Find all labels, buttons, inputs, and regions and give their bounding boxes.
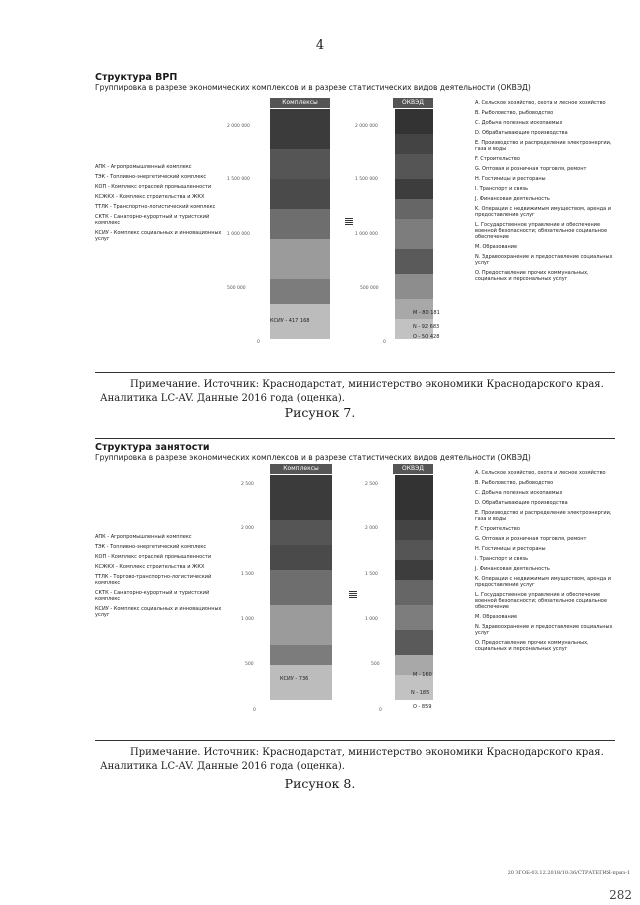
figure-7-tick-left: 500 000 <box>227 286 246 291</box>
figure-8-tick-left: 2 000 <box>241 526 254 531</box>
legend-item: ТТЛК - Транспортно-логистический комплекс <box>95 204 216 210</box>
figure-8-note <box>100 746 620 774</box>
figure-7-tick-right: 0 <box>383 340 386 345</box>
figure-8-tick-left: 0 <box>253 708 256 713</box>
figure-8-right-legend <box>475 470 615 656</box>
figure-7-caption: Рисунок 7. <box>284 405 356 420</box>
legend-item: O. Предоставление прочих коммунальных, социальных и персональных услуг <box>475 640 589 652</box>
figure-8-bar-label-left: КСИУ - 736 <box>280 676 309 682</box>
figure-8-caption: Рисунок 8. <box>284 776 356 791</box>
figure-8-note-text: Примечание. Источник: Краснодарстат, министерство экономики Краснодарского края. Аналитика LC-AV. Данные 2016 года (оценка). <box>100 747 604 772</box>
legend-item: G. Оптовая и розничная торговля, ремонт <box>475 536 587 542</box>
legend-item: H. Гостиницы и рестораны <box>475 176 546 182</box>
figure-7-tick-right: 500 000 <box>360 286 379 291</box>
figure-7-bar-complexes <box>270 109 330 339</box>
legend-item: D. Обрабатывающие производства <box>475 500 568 506</box>
figure-7-bottom-rule <box>95 372 615 373</box>
legend-item: D. Обрабатывающие производства <box>475 130 568 136</box>
legend-item: ТЭК - Топливно-энергетический комплекс <box>95 544 207 550</box>
figure-8-bottom-rule <box>95 740 615 741</box>
legend-item: F. Строительство <box>475 156 520 162</box>
legend-item: F. Строительство <box>475 526 520 532</box>
legend-item: ТЭК - Топливно-энергетический комплекс <box>95 174 207 180</box>
figure-8-col-head-left: Комплексы <box>270 464 332 474</box>
figure-8-bar-label-right: O - 859 <box>413 704 432 710</box>
legend-item: ТТЛК - Торгово-транспортно-логистический комплекс <box>95 574 212 586</box>
legend-item: СКТК - Санаторно-курортный и туристский комплекс <box>95 214 210 226</box>
legend-item: K. Операции с недвижимым имуществом, аренда и предоставление услуг <box>475 576 611 588</box>
legend-item: C. Добыча полезных ископаемых <box>475 120 563 126</box>
figure-8-title: Структура занятости <box>95 442 210 453</box>
figure-8-tick-left: 2 500 <box>241 482 254 487</box>
figure-8-tick-left: 500 <box>245 662 254 667</box>
legend-item: E. Производство и распределение электроэнергии, газа и воды <box>475 510 612 522</box>
legend-item: J. Финансовая деятельность <box>475 196 550 202</box>
figure-8-tick-right: 2 000 <box>365 526 378 531</box>
figure-8-subtitle: Группировка в разрезе экономических комплексов и в разрезе статистических видов деятельности (ОКВЭД) <box>95 453 531 462</box>
legend-item: J. Финансовая деятельность <box>475 566 550 572</box>
figure-8-arrow-mark <box>349 590 357 598</box>
figure-8-left-legend <box>95 534 235 622</box>
legend-item: КСЖКХ - Комплекс строительства и ЖКХ <box>95 564 205 570</box>
legend-item: K. Операции с недвижимым имуществом, аренда и предоставление услуг <box>475 206 611 218</box>
legend-item: A. Сельское хозяйство, охота и лесное хозяйство <box>475 100 606 106</box>
figure-8-bar-okved <box>395 475 433 700</box>
legend-item: АПК - Агропромышленный комплекс <box>95 164 192 170</box>
legend-item: A. Сельское хозяйство, охота и лесное хозяйство <box>475 470 606 476</box>
figure-7-bar-label-left: КСИУ - 417 168 <box>270 318 310 324</box>
legend-item: КОП - Комплекс отраслей промышленности <box>95 554 212 560</box>
figure-7-bar-label-right: N - 92 683 <box>413 324 440 330</box>
legend-item: M. Образование <box>475 614 518 620</box>
legend-item: L. Государственное управление и обеспечение военной безопасности; обязательное социальное обеспечение <box>475 592 608 610</box>
figure-8-tick-right: 500 <box>371 662 380 667</box>
figure-8-tick-right: 2 500 <box>365 482 378 487</box>
legend-item: H. Гостиницы и рестораны <box>475 546 546 552</box>
legend-item: I. Транспорт и связь <box>475 556 529 562</box>
figure-7-right-legend <box>475 100 615 286</box>
figure-7-col-head-right: ОКВЭД <box>393 98 433 108</box>
legend-item: E. Производство и распределение электроэнергии, газа и воды <box>475 140 612 152</box>
figure-8-tick-right: 1 000 <box>365 617 378 622</box>
figure-7-tick-left: 1 000 000 <box>227 232 250 237</box>
legend-item: N. Здравоохранение и предоставление социальных услуг <box>475 254 613 266</box>
figure-8-bar-label-right: M - 160 <box>413 672 432 678</box>
figure-7-title: Структура ВРП <box>95 72 178 83</box>
figure-8-top-rule <box>95 438 615 439</box>
figure-7-arrow-mark <box>345 217 353 225</box>
footer-page-number: 282 <box>609 888 632 902</box>
legend-item: N. Здравоохранение и предоставление социальных услуг <box>475 624 613 636</box>
page-number: 4 <box>315 38 325 53</box>
legend-item: КОП - Комплекс отраслей промышленности <box>95 184 212 190</box>
footer-path: 20 ЗГОБ-03.12.2018/10:36/СТРАТЕГИЯ-приз-1 <box>507 870 630 876</box>
legend-item: КСИУ - Комплекс социальных и инновационных услуг <box>95 606 222 618</box>
figure-8-tick-right: 1 500 <box>365 572 378 577</box>
figure-7-tick-left: 1 500 000 <box>227 177 250 182</box>
figure-8-tick-left: 1 000 <box>241 617 254 622</box>
figure-7-bar-label-right: M - 80 181 <box>413 310 440 316</box>
legend-item: B. Рыболовство, рыбоводство <box>475 480 554 486</box>
figure-7-bar-label-right: O - 50 428 <box>413 334 440 340</box>
legend-item: B. Рыболовство, рыбоводство <box>475 110 554 116</box>
legend-item: I. Транспорт и связь <box>475 186 529 192</box>
figure-7-bar-okved <box>395 109 433 339</box>
figure-7 <box>95 72 615 367</box>
legend-item: КСИУ - Комплекс социальных и инновационных услуг <box>95 230 222 242</box>
figure-7-note <box>100 378 620 406</box>
figure-7-left-legend <box>95 164 235 246</box>
legend-item: КСЖКХ - Комплекс строительства и ЖКХ <box>95 194 205 200</box>
figure-8-tick-right: 0 <box>379 708 382 713</box>
figure-7-subtitle: Группировка в разрезе экономических комплексов и в разрезе статистических видов деятельности (ОКВЭД) <box>95 83 531 92</box>
legend-item: C. Добыча полезных ископаемых <box>475 490 563 496</box>
figure-7-tick-right: 2 000 000 <box>355 124 378 129</box>
legend-item: L. Государственное управление и обеспечение военной безопасности; обязательное социальное обеспечение <box>475 222 608 240</box>
figure-8-bar-complexes <box>270 475 332 700</box>
figure-8-col-head-right: ОКВЭД <box>393 464 433 474</box>
legend-item: M. Образование <box>475 244 518 250</box>
figure-7-tick-left: 0 <box>257 340 260 345</box>
figure-7-tick-right: 1 500 000 <box>355 177 378 182</box>
legend-item: СКТК - Санаторно-курортный и туристский комплекс <box>95 590 210 602</box>
figure-7-note-text: Примечание. Источник: Краснодарстат, министерство экономики Краснодарского края. Аналитика LC-AV. Данные 2016 года (оценка). <box>100 379 604 404</box>
legend-item: O. Предоставление прочих коммунальных, социальных и персональных услуг <box>475 270 589 282</box>
figure-7-col-head-left: Комплексы <box>270 98 330 108</box>
figure-8-bar-label-right: N - 185 <box>411 690 430 696</box>
figure-8 <box>95 442 615 737</box>
legend-item: G. Оптовая и розничная торговля, ремонт <box>475 166 587 172</box>
legend-item: АПК - Агропромышленный комплекс <box>95 534 192 540</box>
figure-7-tick-left: 2 000 000 <box>227 124 250 129</box>
figure-8-tick-left: 1 500 <box>241 572 254 577</box>
figure-7-tick-right: 1 000 000 <box>355 232 378 237</box>
